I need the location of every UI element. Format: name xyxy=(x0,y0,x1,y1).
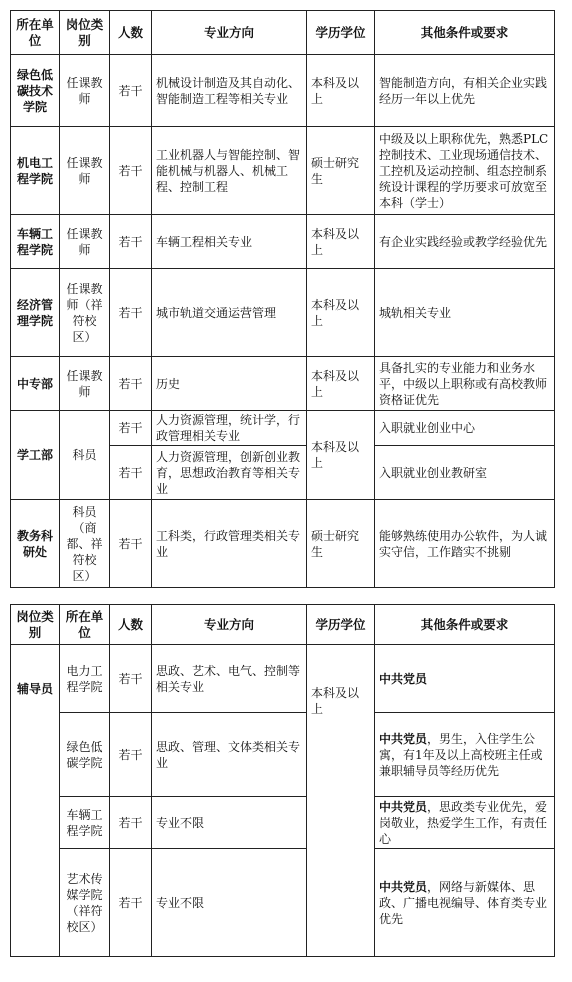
table-row xyxy=(11,215,555,269)
other-cell: 入职就业创业教研室 xyxy=(375,446,555,500)
major-cell: 人力资源管理，创新创业教育，思想政治教育等相关专业 xyxy=(152,446,307,500)
category-cell: 任课教师 xyxy=(60,127,110,215)
header-major: 专业方向 xyxy=(152,605,307,645)
count-cell: 若干 xyxy=(110,849,152,957)
table-row xyxy=(11,411,555,446)
table-row xyxy=(11,357,555,411)
other-cell: 城轨相关专业 xyxy=(375,269,555,357)
degree-cell: 本科及以上 xyxy=(307,357,375,411)
party-label: 中共党员 xyxy=(379,879,428,894)
unit-cell: 绿色低碳技术学院 xyxy=(11,55,60,127)
category-cell: 科员 xyxy=(60,411,110,500)
count-cell: 若干 xyxy=(110,215,152,269)
other-cell: 中共党员，男生，入住学生公寓，有1年及以上高校班主任或兼职辅导员等经历优先 xyxy=(375,713,555,797)
party-label: 中共党员 xyxy=(379,731,428,746)
unit-cell: 艺术传媒学院（祥符校区） xyxy=(60,849,110,957)
unit-cell: 学工部 xyxy=(11,411,60,500)
count-cell: 若干 xyxy=(110,411,152,446)
count-cell: 若干 xyxy=(110,500,152,588)
count-cell: 若干 xyxy=(110,55,152,127)
count-cell: 若干 xyxy=(110,446,152,500)
table-row xyxy=(11,127,555,215)
header-category: 岗位类别 xyxy=(11,605,60,645)
major-cell: 车辆工程相关专业 xyxy=(152,215,307,269)
count-cell: 若干 xyxy=(110,797,152,849)
table-row xyxy=(11,55,555,127)
category-cell: 任课教师 xyxy=(60,55,110,127)
table-row xyxy=(11,713,555,797)
major-cell: 专业不限 xyxy=(152,797,307,849)
other-cell: 有企业实践经验或教学经验优先 xyxy=(375,215,555,269)
major-cell: 人力资源管理，统计学，行政管理相关专业 xyxy=(152,411,307,446)
major-cell: 历史 xyxy=(152,357,307,411)
other-cell: 智能制造方向，有相关企业实践经历一年以上优先 xyxy=(375,55,555,127)
unit-cell: 经济管理学院 xyxy=(11,269,60,357)
category-cell: 科员（商都、祥符校区） xyxy=(60,500,110,588)
header-other: 其他条件或要求 xyxy=(375,605,555,645)
count-cell: 若干 xyxy=(110,269,152,357)
other-cell: 入职就业创业中心 xyxy=(375,411,555,446)
major-cell: 工业机器人与智能控制、智能机械与机器人、机械工程、控制工程 xyxy=(152,127,307,215)
degree-cell: 硕士研究生 xyxy=(307,500,375,588)
degree-cell: 本科及以上 xyxy=(307,411,375,500)
major-cell: 专业不限 xyxy=(152,849,307,957)
table-row xyxy=(11,645,555,713)
unit-cell: 电力工程学院 xyxy=(60,645,110,713)
party-label: 中共党员 xyxy=(379,799,428,814)
degree-cell: 硕士研究生 xyxy=(307,127,375,215)
major-cell: 机械设计制造及其自动化、智能制造工程等相关专业 xyxy=(152,55,307,127)
header-other: 其他条件或要求 xyxy=(375,11,555,55)
degree-cell: 本科及以上 xyxy=(307,55,375,127)
unit-cell: 车辆工程学院 xyxy=(60,797,110,849)
other-cell: 中共党员，网络与新媒体、思政、广播电视编导、体育类专业优先 xyxy=(375,849,555,957)
other-cell: 能够熟练使用办公软件，为人诚实守信，工作踏实不挑剔 xyxy=(375,500,555,588)
recruitment-table-2 xyxy=(10,604,555,957)
unit-cell: 车辆工程学院 xyxy=(11,215,60,269)
degree-cell: 本科及以上 xyxy=(307,215,375,269)
header-unit: 所在单位 xyxy=(60,605,110,645)
table-row xyxy=(11,797,555,849)
degree-cell: 本科及以上 xyxy=(307,645,375,957)
header-count: 人数 xyxy=(110,11,152,55)
other-cell: 中共党员，思政类专业优先，爱岗敬业，热爱学生工作，有责任心 xyxy=(375,797,555,849)
header-degree: 学历学位 xyxy=(307,605,375,645)
major-cell: 思政、管理、文体类相关专业 xyxy=(152,713,307,797)
category-cell: 任课教师 xyxy=(60,357,110,411)
count-cell: 若干 xyxy=(110,357,152,411)
count-cell: 若干 xyxy=(110,645,152,713)
other-cell: 中级及以上职称优先，熟悉PLC控制技术、工业现场通信技术、工控机及运动控制、组态控制系统设计课程的学历要求可放宽至本科（学士） xyxy=(375,127,555,215)
major-cell: 工科类，行政管理类相关专业 xyxy=(152,500,307,588)
major-cell: 思政、艺术、电气、控制等相关专业 xyxy=(152,645,307,713)
other-cell xyxy=(375,645,555,713)
header-category: 岗位类别 xyxy=(60,11,110,55)
count-cell: 若干 xyxy=(110,127,152,215)
header-major: 专业方向 xyxy=(152,11,307,55)
recruitment-table-1 xyxy=(10,10,555,588)
table-row xyxy=(11,849,555,957)
unit-cell: 中专部 xyxy=(11,357,60,411)
header-degree: 学历学位 xyxy=(307,11,375,55)
table-row xyxy=(11,500,555,588)
table-row xyxy=(11,269,555,357)
category-cell: 任课教师 xyxy=(60,215,110,269)
unit-cell: 机电工程学院 xyxy=(11,127,60,215)
count-cell: 若干 xyxy=(110,713,152,797)
category-cell: 辅导员 xyxy=(11,645,60,957)
major-cell: 城市轨道交通运营管理 xyxy=(152,269,307,357)
party-label: 中共党员 xyxy=(379,671,428,686)
unit-cell: 绿色低碳学院 xyxy=(60,713,110,797)
category-cell: 任课教师（祥符校区） xyxy=(60,269,110,357)
header-unit: 所在单位 xyxy=(11,11,60,55)
header-count: 人数 xyxy=(110,605,152,645)
other-cell: 具备扎实的专业能力和业务水平，中级以上职称或有高校教师资格证优先 xyxy=(375,357,555,411)
degree-cell: 本科及以上 xyxy=(307,269,375,357)
unit-cell: 教务科研处 xyxy=(11,500,60,588)
